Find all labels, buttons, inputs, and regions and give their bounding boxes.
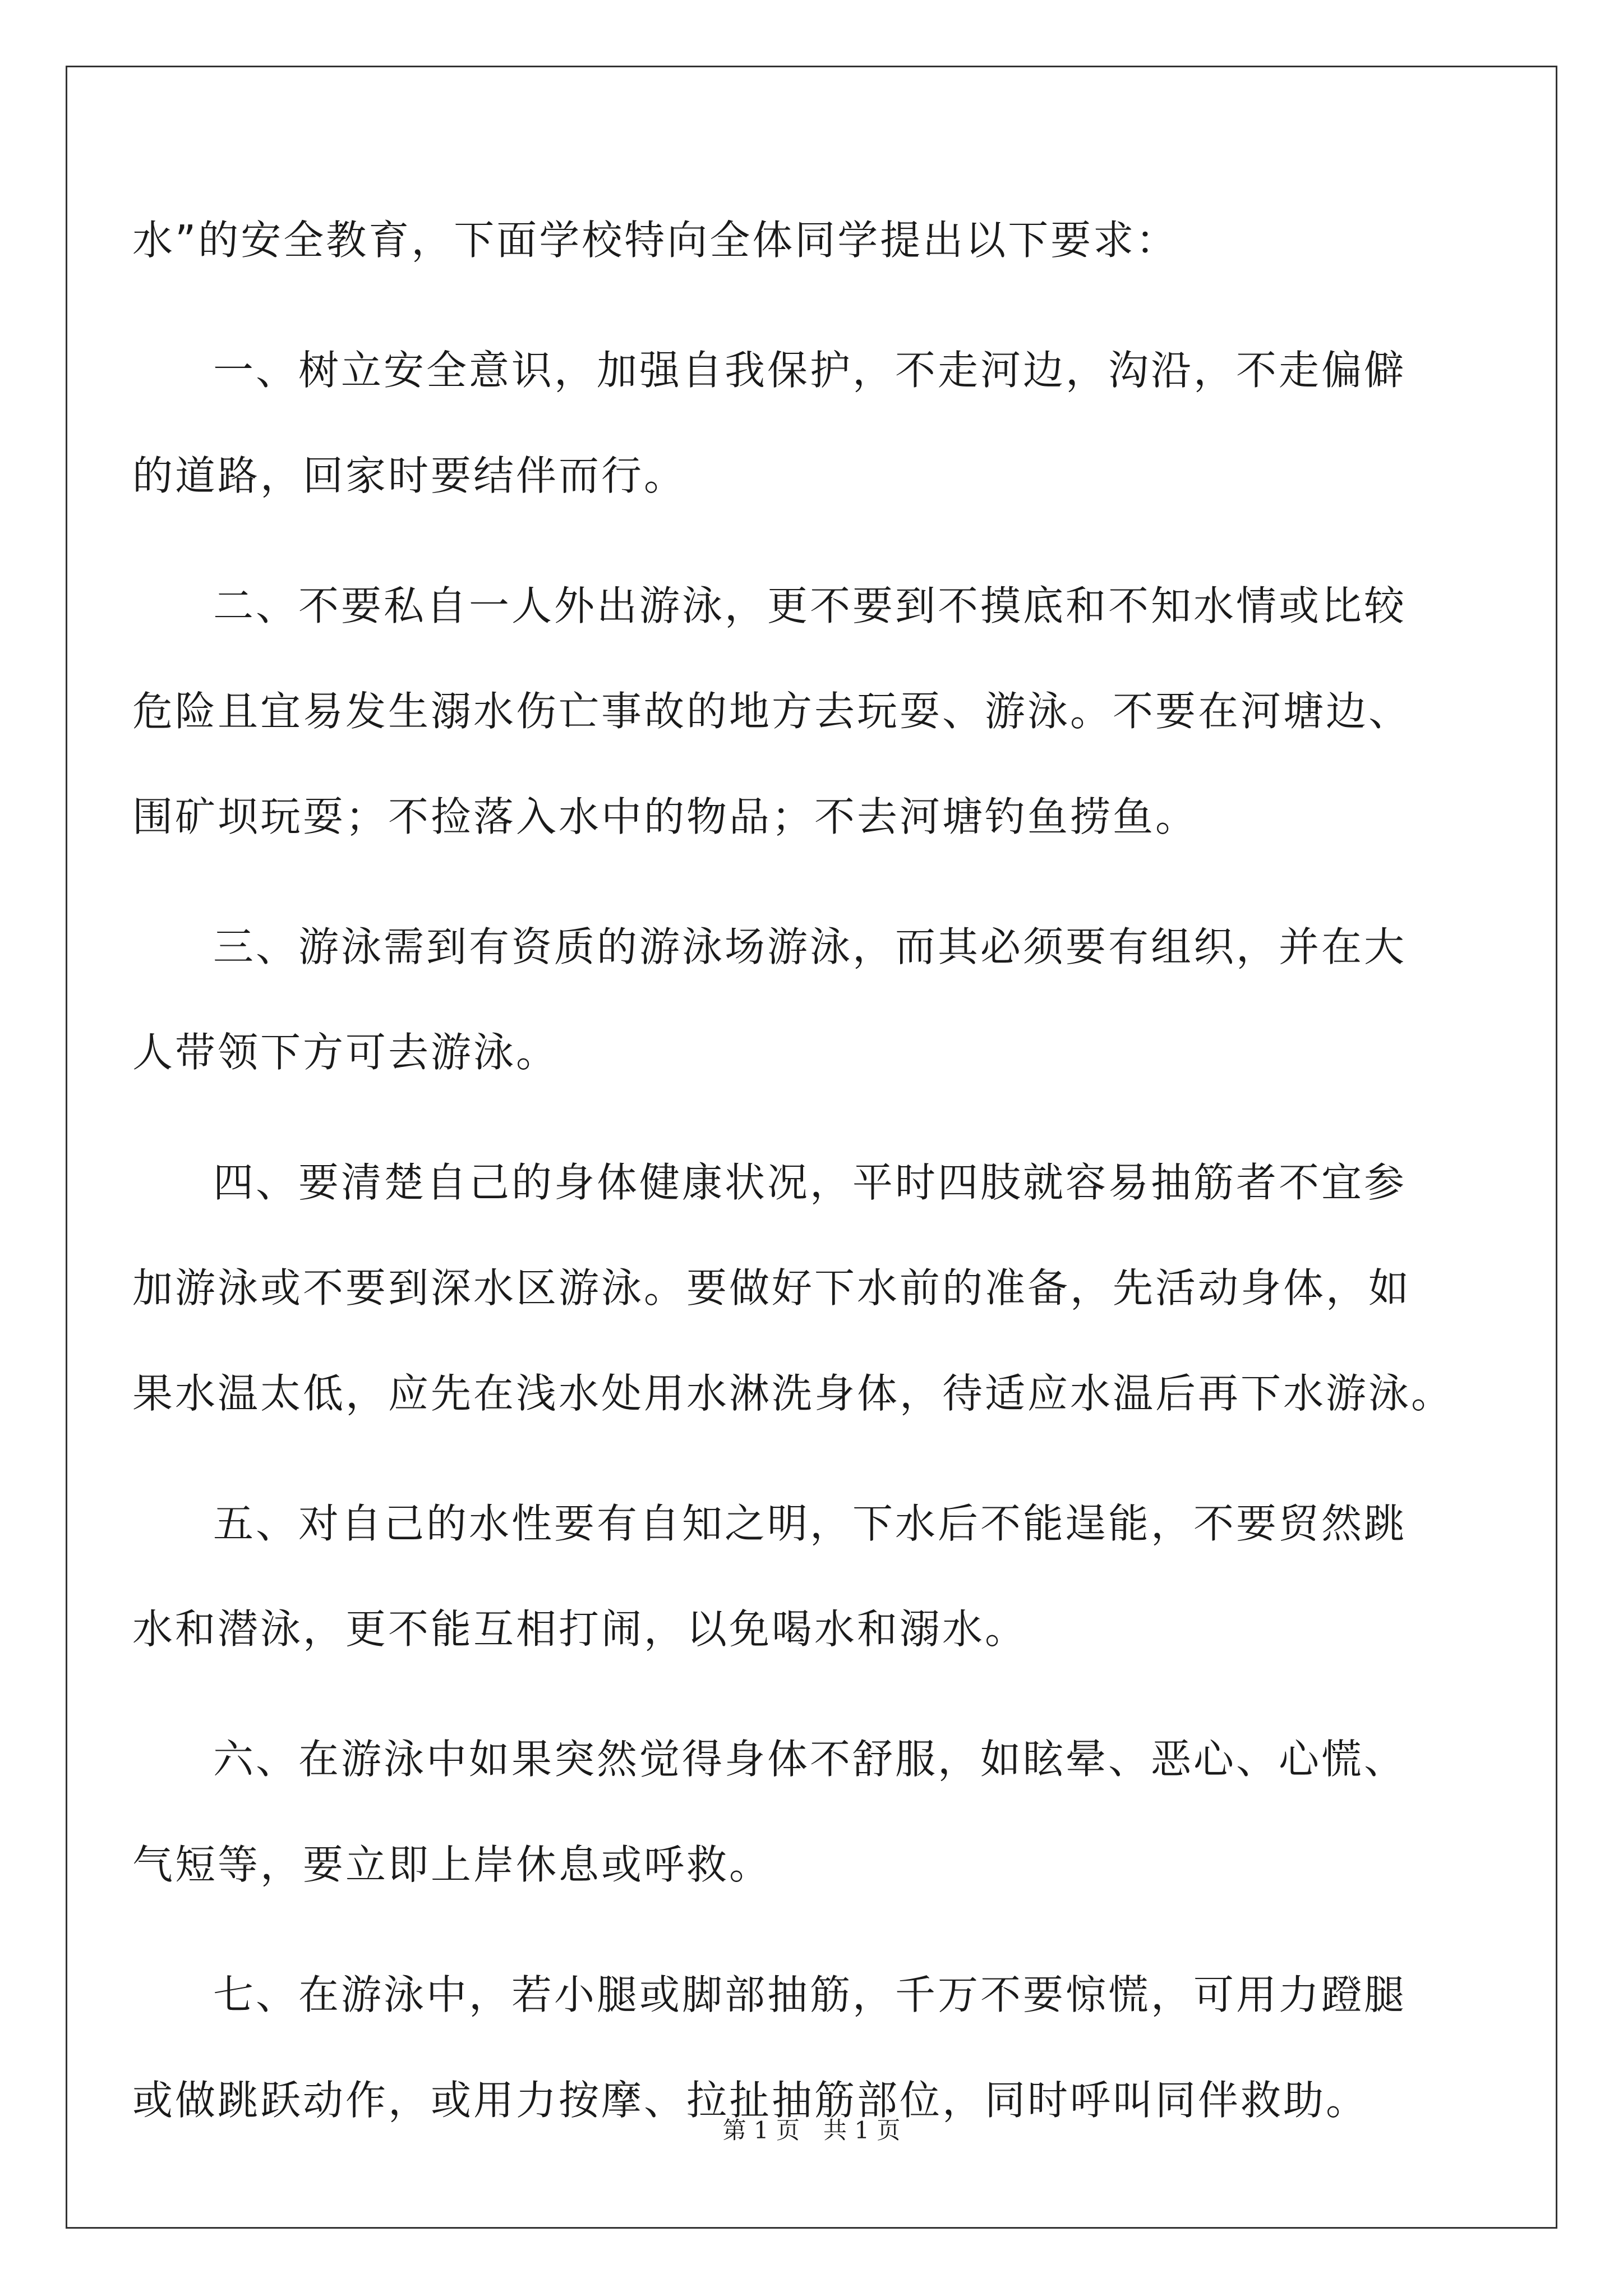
text-line: 三、游泳需到有资质的游泳场游泳，而其必须要有组织，并在大	[213, 923, 1407, 970]
text-line: 加游泳或不要到深水区游泳。要做好下水前的准备，先活动身体，如	[132, 1264, 1412, 1312]
text-line: 四、要清楚自己的身体健康状况，平时四肢就容易抽筋者不宜参	[213, 1159, 1407, 1206]
text-line: 围矿坝玩耍；不捡落入水中的物品；不去河塘钓鱼捞鱼。	[132, 793, 1198, 840]
text-line: 六、在游泳中如果突然觉得身体不舒服，如眩晕、恶心、心慌、	[213, 1736, 1407, 1783]
text-line: 或做跳跃动作，或用力按摩、拉扯抽筋部位，同时呼叫同伴救助。	[132, 2077, 1369, 2124]
text-line: 人带领下方可去游泳。	[132, 1029, 559, 1076]
text-line: 七、在游泳中，若小腿或脚部抽筋，千万不要惊慌，可用力蹬腿	[213, 1971, 1407, 2018]
text-line: 一、树立安全意识，加强自我保护，不走河边，沟沿，不走偏僻	[213, 347, 1407, 394]
text-line: 水和潜泳，更不能互相打闹，以免喝水和溺水。	[132, 1605, 1028, 1653]
text-line: 的道路，回家时要结伴而行。	[132, 452, 687, 499]
text-line: 果水温太低，应先在浅水处用水淋洗身体，待适应水温后再下水游泳。	[132, 1370, 1454, 1417]
text-line: 二、不要私自一人外出游泳，更不要到不摸底和不知水情或比较	[213, 582, 1407, 629]
text-line: 危险且宜易发生溺水伤亡事故的地方去玩耍、游泳。不要在河塘边、	[132, 688, 1412, 735]
text-line: 五、对自己的水性要有自知之明，下水后不能逞能，不要贸然跳	[213, 1500, 1407, 1547]
page-footer: 第 1 页 共 1 页	[722, 2116, 901, 2144]
text-line: 水”的安全教育，下面学校特向全体同学提出以下要求：	[132, 217, 1179, 264]
text-line: 气短等，要立即上岸休息或呼救。	[132, 1841, 772, 1888]
